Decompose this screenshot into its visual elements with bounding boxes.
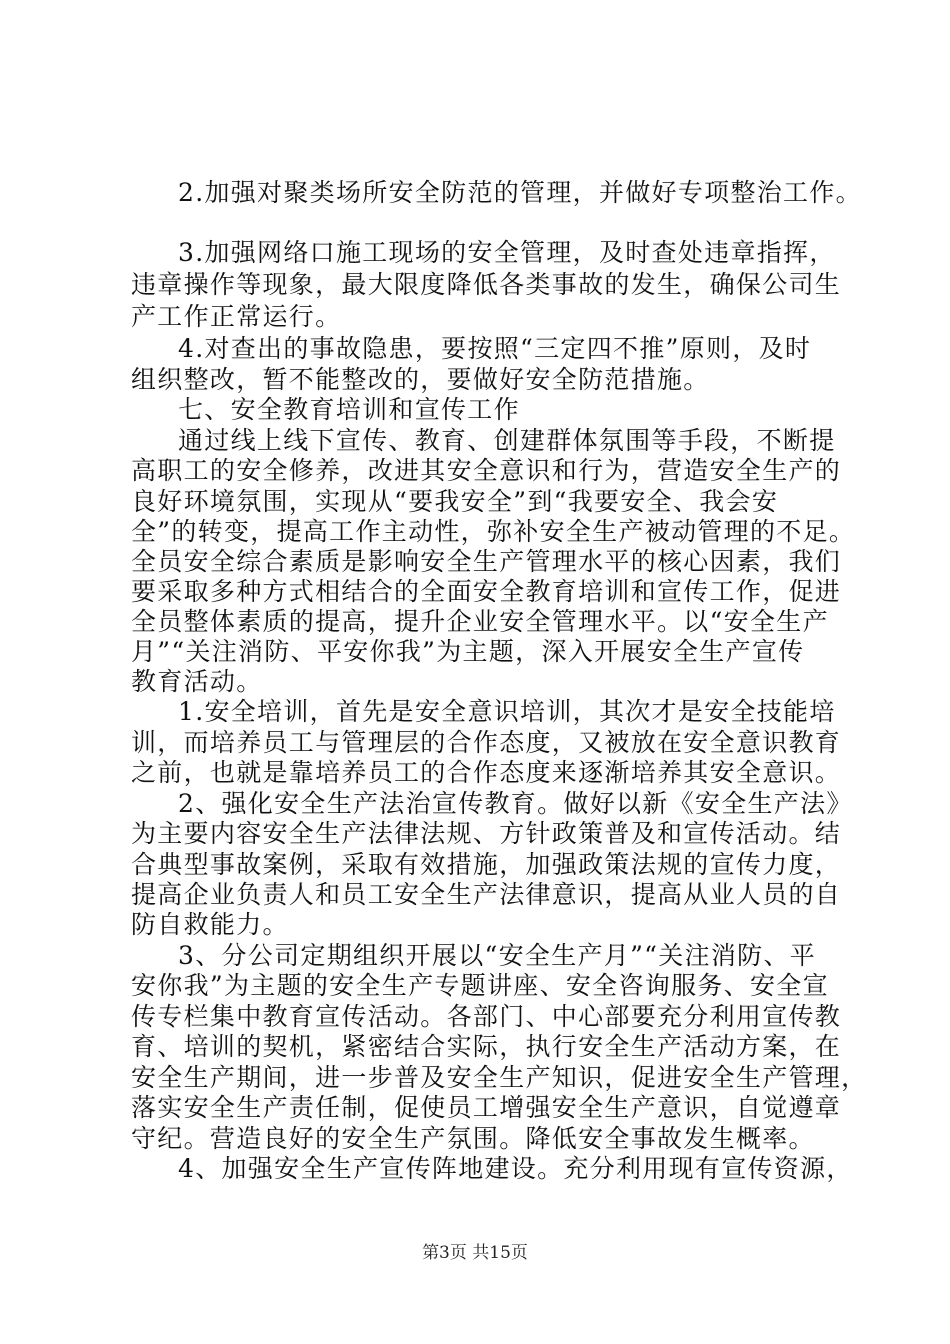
text-line: 提高企业负责人和员工安全生产法律意识，提高从业人员的自 xyxy=(131,880,842,909)
section-heading: 七、安全教育培训和宣传工作 xyxy=(178,395,520,424)
text-line: 合典型事故案例，采取有效措施，加强政策法规的宣传力度， xyxy=(131,850,842,879)
text-line: 3.加强网络口施工现场的安全管理，及时查处违章指挥， xyxy=(178,238,836,267)
text-line: 为主要内容安全生产法律法规、方针政策普及和宣传活动。结 xyxy=(131,819,842,848)
text-line: 违章操作等现象，最大限度降低各类事故的发生，确保公司生 xyxy=(131,270,842,299)
text-line: 4、加强安全生产宣传阵地建设。充分利用现有宣传资源， xyxy=(178,1154,853,1183)
text-line: 守纪。营造良好的安全生产氛围。降低安全事故发生概率。 xyxy=(131,1124,815,1153)
text-line: 良好环境氛围，实现从“要我安全”到“我要安全、我会安 xyxy=(131,487,779,516)
text-line: 教育活动。 xyxy=(131,667,263,696)
text-line: 传专栏集中教育宣传活动。各部门、中心部要充分利用宣传教 xyxy=(131,1002,842,1031)
text-line: 组织整改，暂不能整改的，要做好安全防范措施。 xyxy=(131,365,710,394)
text-line: 育、培训的契机，紧密结合实际，执行安全生产活动方案，在 xyxy=(131,1032,842,1061)
text-line: 3、分公司定期组织开展以“安全生产月”“关注消防、平 xyxy=(178,941,817,970)
page-number-footer: 第3页 共15页 xyxy=(422,1243,528,1263)
text-line: 防自救能力。 xyxy=(131,910,289,939)
text-line: 月”“关注消防、平安你我”为主题，深入开展安全生产宣传 xyxy=(131,637,805,666)
text-line: 4.对查出的事故隐患，要按照“三定四不推”原则，及时 xyxy=(178,334,812,363)
text-line: 产工作正常运行。 xyxy=(131,302,342,331)
text-line: 2、强化安全生产法治宣传教育。做好以新《安全生产法》 xyxy=(178,789,853,818)
text-line: 高职工的安全修养，改进其安全意识和行为，营造安全生产的 xyxy=(131,456,842,485)
text-line: 要采取多种方式相结合的全面安全教育培训和宣传工作，促进 xyxy=(131,577,842,606)
text-line: 2.加强对聚类场所安全防范的管理，并做好专项整治工作。 xyxy=(178,178,862,207)
text-line: 训，而培养员工与管理层的合作态度，又被放在安全意识教育 xyxy=(131,728,842,757)
text-line: 安全生产期间，进一步普及安全生产知识，促进安全生产管理， xyxy=(131,1063,868,1092)
text-line: 1.安全培训，首先是安全意识培训，其次才是安全技能培 xyxy=(178,697,836,726)
text-line: 之前，也就是靠培养员工的合作态度来逐渐培养其安全意识。 xyxy=(131,758,842,787)
text-line: 安你我”为主题的安全生产专题讲座、安全咨询服务、安全宣 xyxy=(131,971,829,1000)
text-line: 全”的转变，提高工作主动性，弥补安全生产被动管理的不足。 xyxy=(131,517,856,546)
text-line: 全员整体素质的提高，提升企业安全管理水平。以“安全生产 xyxy=(131,607,829,636)
text-line: 全员安全综合素质是影响安全生产管理水平的核心因素，我们 xyxy=(131,547,842,576)
text-line: 落实安全生产责任制，促使员工增强安全生产意识，自觉遵章 xyxy=(131,1093,842,1122)
text-line: 通过线上线下宣传、教育、创建群体氛围等手段，不断提 xyxy=(178,426,836,455)
